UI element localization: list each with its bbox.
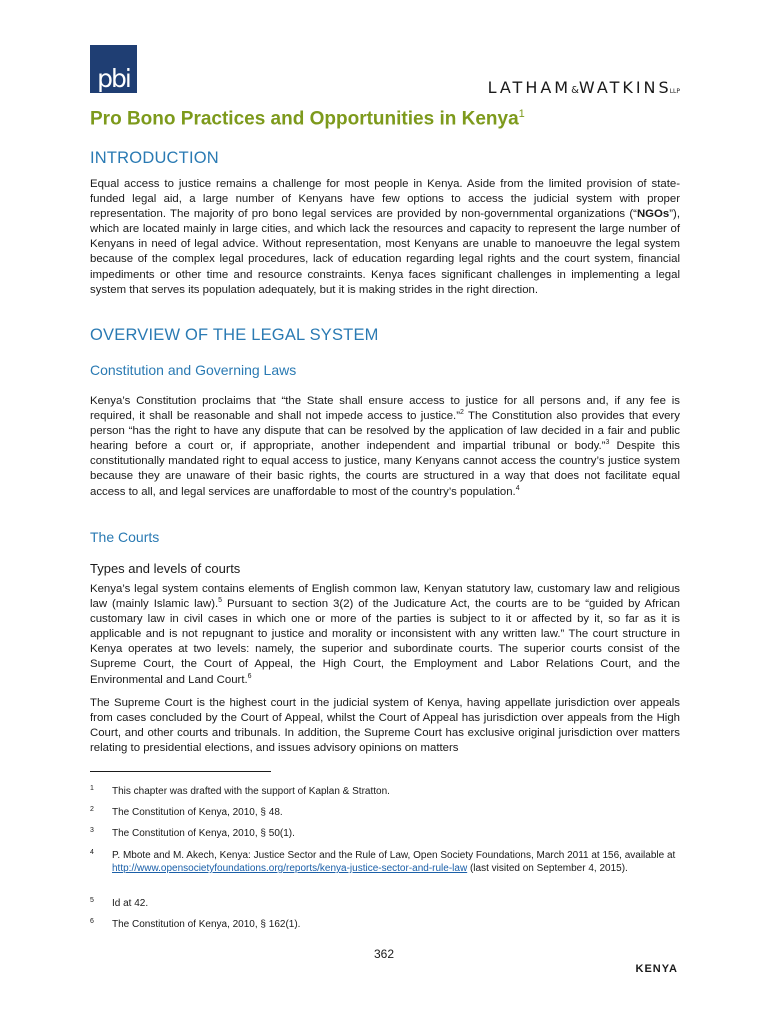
- intro-text-part1: Equal access to justice remains a challenge for most people in Kenya. Aside from the limited provision of state-funded legal aid, a large number of Kenyans have few options to access the judicial system with proper representation. The majority of pro bono legal services are provided by non-governmental organizations (“: [90, 178, 680, 221]
- constitution-paragraph: [90, 394, 680, 500]
- firm-name-suffix: LLP: [669, 88, 680, 95]
- constitution-text-part2: The Constitution also provides that every person “has the right to have any dispute that can be resolved by the application of law decided in a fair and public hearing before a court or, if appropriate, another independent and impartial tribunal or body.”: [90, 410, 680, 453]
- constitution-text-part3: Despite this constitutionally mandated right to equal access to justice, many Kenyans cannot access the country’s justice system because they are unaware of their basic rights, the courts are structured in a way that does not facilitate equal access to all, and legal services are unaffordable to most of the country’s population.: [90, 440, 680, 498]
- footnote-number: 2: [90, 806, 94, 813]
- constitution-heading: Constitution and Governing Laws: [90, 362, 297, 378]
- footnote-4-text-before: P. Mbote and M. Akech, Kenya: Justice Sector and the Rule of Law, Open Society Foundations, March 2011 at 156, available at: [112, 850, 676, 861]
- footnote-ref-4: 4: [515, 484, 520, 492]
- firm-name-part1: LATHAM: [487, 78, 572, 97]
- footnote-text: The Constitution of Kenya, 2010, § 50(1).: [112, 828, 295, 839]
- footnote-text: This chapter was drafted with the support of Kaplan & Stratton.: [112, 786, 390, 797]
- footnote-4-text-after: (last visited on September 4, 2015).: [467, 863, 628, 874]
- footnote-number: 6: [90, 918, 94, 925]
- pbi-logo: [90, 45, 137, 93]
- footnote-ref-5: 5: [218, 597, 223, 605]
- footnote-4-link[interactable]: http://www.opensocietyfoundations.org/reports/kenya-justice-sector-and-rule-law: [112, 863, 468, 874]
- courts-paragraph-1: [90, 582, 680, 688]
- footnote-text: The Constitution of Kenya, 2010, § 162(1).: [112, 919, 301, 930]
- footnote-number: 4: [90, 849, 94, 856]
- footnote-number: 3: [90, 827, 94, 834]
- footnote-text: The Constitution of Kenya, 2010, § 48.: [112, 807, 283, 818]
- courts-heading: The Courts: [90, 529, 160, 545]
- firm-logo: [488, 78, 680, 97]
- running-footer-section: KENYA: [635, 963, 678, 975]
- courts-text-part2: Pursuant to section 3(2) of the Judicature Act, the courts are to be “guided by African customary law in civil cases in which one or more of the parties is subject to it or affected by it, so far as it is applicable and is not repugnant to justice and morality or inconsistent with any written law.” The court structure in Kenya operates at two levels: namely, the superior and subordinate courts. The superior courts consist of the Supreme Court, the Court of Appeal, the High Court, the Employment and Labor Relations Court, and the Environmental and Land Court.: [90, 598, 680, 686]
- courts-paragraph-2: The Supreme Court is the highest court in the judicial system of Kenya, having appellate jurisdiction over appeals from cases concluded by the Court of Appeal, whilst the Court of Appeal has jurisdiction over appeals from the High Court, and other courts and tribunals. In addition, the Supreme Court has exclusive original jurisdiction over matters relating to presidential elections, and issues advisory opinions on matters: [90, 697, 680, 755]
- footnote-text: Id at 42.: [112, 898, 149, 909]
- intro-bold-term: NGOs: [636, 208, 670, 221]
- footnote-ref-3: 3: [605, 439, 610, 447]
- document-title-text: Pro Bono Practices and Opportunities in Kenya: [90, 108, 519, 130]
- title-footnote-ref: 1: [518, 108, 525, 120]
- pbi-logo-text: pbi: [97, 64, 130, 93]
- footnote-number: 5: [90, 897, 94, 904]
- constitution-text-part1: Kenya’s Constitution proclaims that “the State shall ensure access to justice for all persons and, if any fee is required, it shall be reasonable and shall not impede access to justice.”: [90, 395, 680, 423]
- page-number: 362: [373, 947, 395, 961]
- footnote-ref-2: 2: [460, 409, 464, 417]
- courts-subheading: Types and levels of courts: [90, 561, 241, 576]
- courts-text-part1: Kenya’s legal system contains elements of English common law, Kenyan statutory law, customary law and religious law (mainly Islamic law).: [90, 583, 680, 611]
- firm-name-ampersand: &: [571, 85, 579, 96]
- firm-name-part2: WATKINS: [578, 78, 672, 97]
- introduction-paragraph: [90, 177, 680, 298]
- footnote-separator: [90, 771, 271, 772]
- document-title: [90, 108, 525, 130]
- intro-text-part2: ”), which are located mainly in large cities, and which lack the resources and capacity to represent the large number of Kenyans in need of legal advice. Without representation, most Kenyans are unable to manoeuvre the legal system because of the complex legal procedures, lack of education regarding legal rights and the court system, financial impediments or other time and resource constraints. Kenya faces significant challenges in implementing a legal system that serves its population adequately, but it is making strides in the right direction.: [90, 208, 680, 296]
- introduction-heading: INTRODUCTION: [90, 149, 219, 167]
- footnote-number: 1: [90, 785, 94, 792]
- footnote-text: [112, 849, 682, 875]
- footnote-ref-6: 6: [247, 672, 252, 680]
- overview-heading: OVERVIEW OF THE LEGAL SYSTEM: [90, 326, 379, 344]
